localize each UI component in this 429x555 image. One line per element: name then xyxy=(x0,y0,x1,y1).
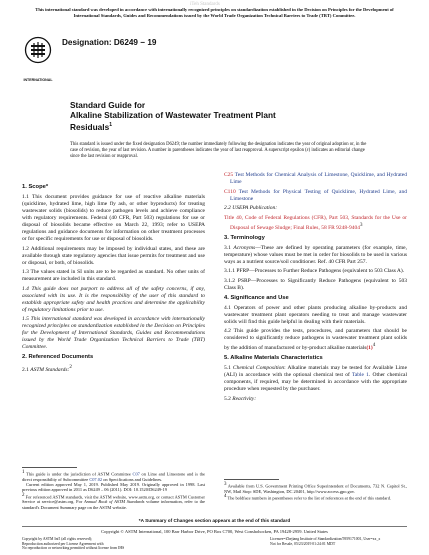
reference-c25: C25 Test Methods for Chemical Analysis of Limestone, Quicklime, and Hydrated Lime xyxy=(224,172,407,185)
para-3-1-1: 3.1.1 PFRP—Processes to Further Reduce Pathogens (equivalent to 503 Class A). xyxy=(224,268,405,275)
alkaline-materials-heading: 5. Alkaline Materials Characteristics xyxy=(224,355,323,362)
right-column xyxy=(224,172,407,405)
para-1-3: 1.3 The values stated in SI units are to be regarded as standard. No other units of measurement are included in this standard. xyxy=(22,269,205,283)
para-1-1: 1.1 This document provides guidance for use of reactive alkaline materials (quicklime, hydrated lime, high lime fly ash, or other byproducts) for treating wastewater solids (biosolids) to reduce pathogen levels and achieve compliance with regulatory requirements. Federal (40 CFR, Part 503) regulations for use or disposal of biosolids became effective on March 22, 1993; refer to USEPA regulations and guidance documents for information on other treatment processes or for specific requirements for use or disposal of biosolids. xyxy=(22,194,205,242)
logo-label: INTERNATIONAL xyxy=(23,78,53,82)
footnote-1: 1 This guide is under the jurisdiction of ASTM Committee C07 on Lime and Limestone and is the direct responsibility of Subcommittee C07.02 on Specifications and Guidelines. xyxy=(22,470,205,482)
scope-heading: 1. Scope* xyxy=(22,184,49,190)
left-footnotes xyxy=(22,470,205,510)
watermark-text: iTeh Standards xyxy=(190,2,220,7)
referenced-documents-heading: 2. Referenced Documents xyxy=(22,354,94,361)
para-1-2: 1.2 Additional requirements may be imposed by individual states, and these are available through state regulatory agencies that issue permits for treatment and use or disposal, or both, of biosolids. xyxy=(22,245,205,266)
astm-international-logo-icon xyxy=(22,36,54,78)
para-1-4: 1.4 This guide does not purport to address all of the safety concerns, if any, associated with its use. It is the responsibility of the user of this standard to establish appropriate safety and health practices and determine the applicability of regulatory limitations prior to use. xyxy=(22,285,205,313)
left-column xyxy=(22,181,205,377)
terminology-heading: 3. Terminology xyxy=(224,234,265,241)
license-notice-left: Copyright by ASTM Int'l (all rights reserved); Reproduction authorized per License Agreement with No reproduction or networking permitted without license from IHS xyxy=(22,537,125,551)
reference-1-link[interactable]: (1) xyxy=(366,345,373,352)
copyright-line: Copyright © ASTM International, 100 Barr Harbor Drive, PO Box C700, West Conshohocken, PA 19428-2959. United States xyxy=(101,529,328,534)
footnote-rule xyxy=(22,467,77,468)
reference-cfr-link[interactable]: Title 40, Code of Federal Regulations (CFR), Part 503, Standards for the Use or Disposal of Sewage Sludge; Final Rules, 58 FR 9248-9404 xyxy=(224,214,407,231)
para-2-1: 2.1 ASTM Standards:2 xyxy=(22,365,72,374)
para-3-1: 3.1 Acronyms—These are defined by operating parameters (for example, time, temperature) whose values must be met in order for biosolids to be used in various ways as a nutrient source/soil conditioner. Ref. 40 CFR Part 257. xyxy=(224,244,408,265)
footer-rule xyxy=(22,526,407,527)
significance-heading: 4. Significance and Use xyxy=(224,294,289,301)
reference-c110-link[interactable]: C110 xyxy=(224,188,236,195)
para-3-1-2: 3.1.2 PSRP—Processes to Significantly Reduce Pathogens (equivalent to 503 Class B). xyxy=(224,277,407,291)
subcommittee-c0702-link[interactable]: C07.02 xyxy=(89,476,103,482)
title-line-3: Residuals$^1$ xyxy=(70,121,112,132)
footnote-3: 3 Available from U.S. Government Printing Office Superintendent of Documents, 732 N. Capitol St., NW, Mail Stop: SDE, Washington, DC 20401, http://www.access.gpo.gov. xyxy=(224,482,407,494)
footnote-2: 2 For referenced ASTM standards, visit the ASTM website, www.astm.org, or contact ASTM Customer Service at service@astm.org. For Annual Book of ASTM Standards volume information, refer to the standard's Document Summary page on the ASTM website. xyxy=(22,492,205,510)
document-title xyxy=(70,100,370,132)
title-line-2: Alkaline Stabilization of Wastewater Treatment Plant xyxy=(70,110,276,120)
standard-designation-note: This standard is issued under the fixed designation D6249; the number immediately following the designation indicates the year of original adoption or, in the case of revision, the year of last revision. A number in parentheses indicates the year of last reapproval. A superscript epsilon (ε) indicates an editorial change since the last revision or reapproval. xyxy=(70,142,367,159)
reference-c25-link[interactable]: C25 xyxy=(224,172,234,178)
right-footnote-rule xyxy=(224,479,279,480)
title-footnote-mark: 1 xyxy=(109,122,112,128)
table-1-link[interactable]: Table 1 xyxy=(351,372,369,379)
license-notice-right: Licensee=Zhejiang Institute of Standardization/5959171001, User=xx_x Not for Resale, 05/23/2019 01:24:01 MDT xyxy=(270,537,381,546)
right-footnotes xyxy=(224,482,407,501)
designation: Designation: D6249 − 19 xyxy=(62,38,157,47)
footnote-1-edition: Current edition approved May 1, 2019. Published May 2019. Originally approved in 1998. Last previous edition approved in 2011 as D6249 – 06 (2011). DOI: 10.1520/D6249-19 xyxy=(22,482,205,493)
para-1-5: 1.5 This international standard was developed in accordance with internationally recognized principles on standardization established in the Decision on Principles for the Development of International Standards, Guides and Recommendations issued by the World Trade Organization Technical Barriers to Trade (TBT) Committee. xyxy=(22,316,205,351)
para-5-1: 5.1 Chemical Composition: Alkaline materials may be tested for Available Lime (ALI) in accordance with the optional chemical test of Table 1. Other chemical components, if required, may be determined in accordance with the appropriate procedure when requested by the purchaser. xyxy=(224,365,408,393)
title-line-1: Standard Guide for xyxy=(70,100,146,110)
para-4-2: 4.2 This guide provides the tests, procedures, and parameters that should be considered to significantly reduce pathogens in wastewater treatment plant solids by the addition of manufactured or by-product alkaline materials(1)4 xyxy=(224,328,407,352)
para-2-2: 2.2 USEPA Publication: xyxy=(224,205,278,212)
reference-c110: C110 Test Methods for Physical Testing of Quicklime, Hydrated Lime, and Limestone xyxy=(224,188,407,202)
reference-cfr: Title 40, Code of Federal Regulations (CFR), Part 503, Standards for the Use or Disposal of Sewage Sludge; Final Rules, 58 FR 9248-94043 xyxy=(224,214,407,231)
header-notice: This international standard was developed in accordance with internationally recognized principles on standardization established in the Decision on Principles for the Development of International Standards, Guides and Recommendations issued by the World Trade Organization Technical Barriers to Trade (TBT) Committee. xyxy=(35,7,394,18)
summary-of-changes-note: *A Summary of Changes section appears at the end of this standard xyxy=(138,518,291,523)
para-5-2: 5.2 Reactivity: xyxy=(224,395,257,402)
committee-c07-link[interactable]: C07 xyxy=(132,471,140,477)
footnote-4: 4 The boldface numbers in parentheses refer to the list of references at the end of this standard. xyxy=(224,494,392,501)
para-4-1: 4.1 Operators of power and other plants producing alkaline by-products and wastewater treatment plant operators needing to treat and manage wastewater solids will find this guide helpful in dealing with their materials. xyxy=(224,304,407,325)
